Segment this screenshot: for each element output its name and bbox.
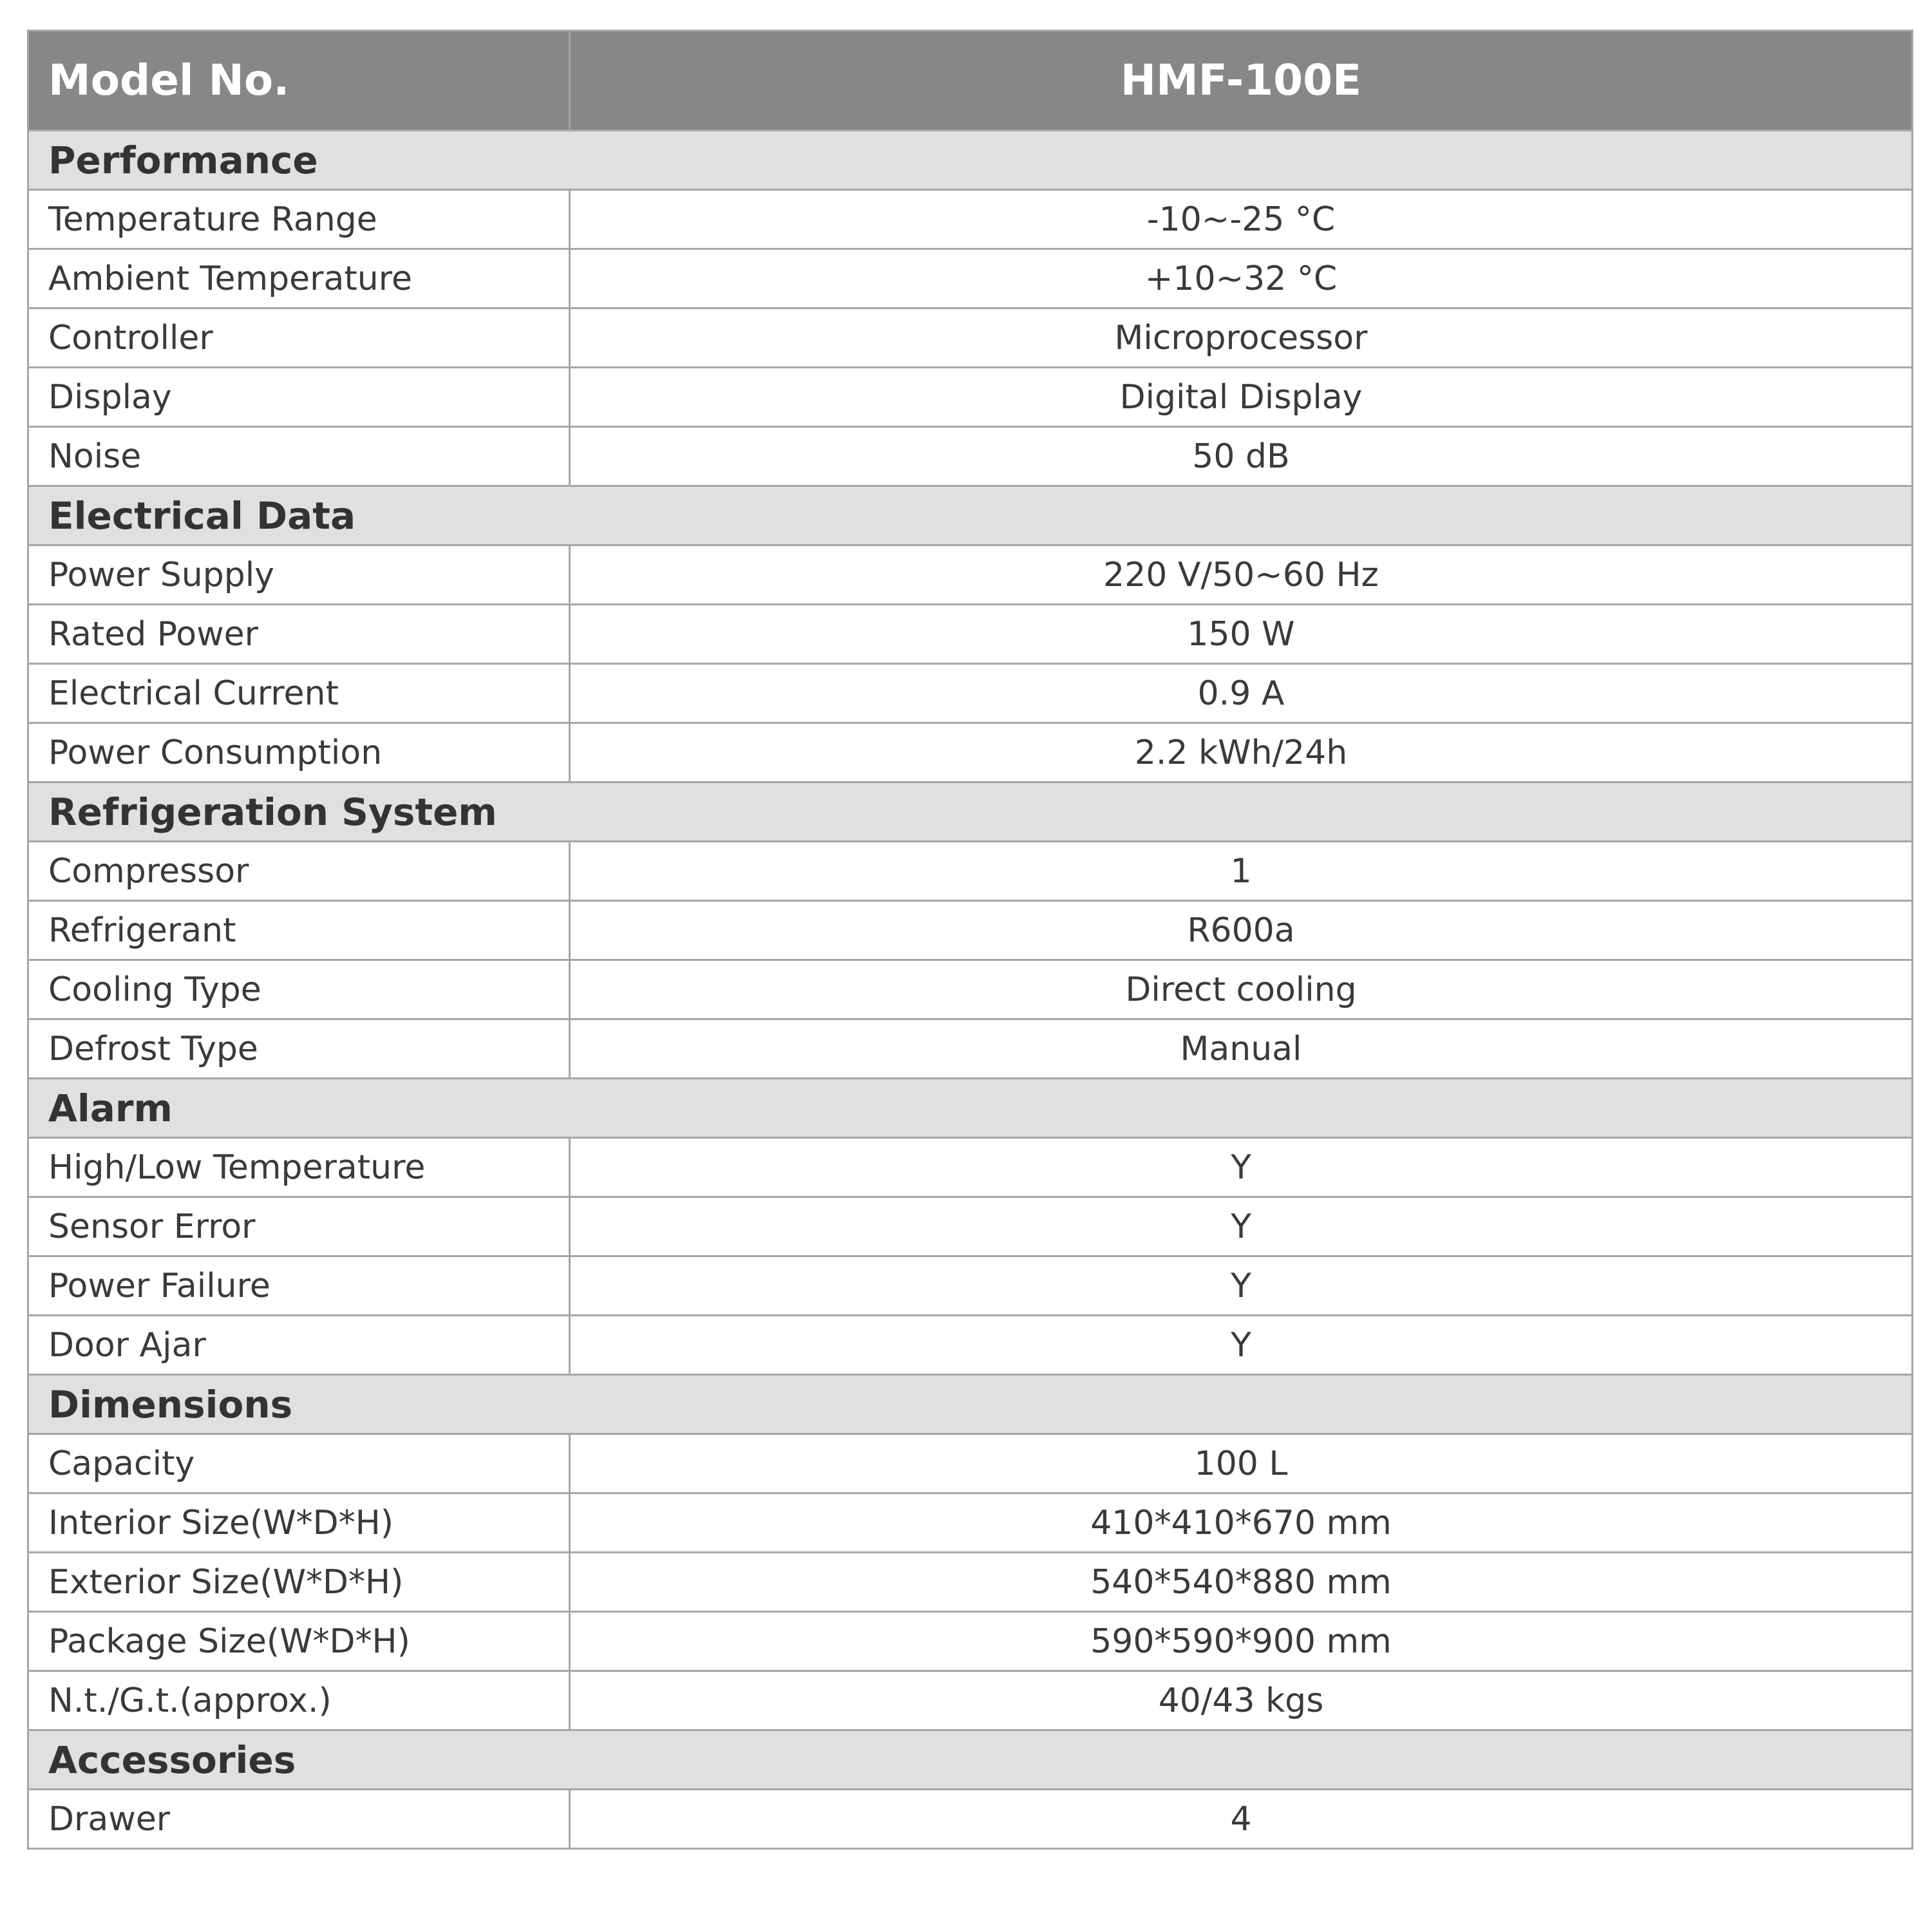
spec-label: N.t./G.t.(approx.) bbox=[28, 1671, 570, 1730]
section-header-row bbox=[28, 131, 1913, 190]
table-row bbox=[28, 1493, 1913, 1553]
spec-value: Microprocessor bbox=[570, 308, 1913, 368]
spec-label: Noise bbox=[28, 427, 570, 486]
spec-label: Sensor Error bbox=[28, 1197, 570, 1256]
section-header-row bbox=[28, 782, 1913, 842]
spec-value: Y bbox=[570, 1138, 1913, 1197]
table-row bbox=[28, 901, 1913, 960]
table-header-row bbox=[28, 31, 1913, 131]
spec-value: 40/43 kgs bbox=[570, 1671, 1913, 1730]
spec-table bbox=[27, 30, 1913, 1850]
spec-value: Y bbox=[570, 1256, 1913, 1316]
section-header-row bbox=[28, 1375, 1913, 1434]
spec-label: Cooling Type bbox=[28, 960, 570, 1019]
spec-value: 220 V/50~60 Hz bbox=[570, 545, 1913, 605]
spec-label: Temperature Range bbox=[28, 190, 570, 249]
table-row bbox=[28, 190, 1913, 249]
spec-value: R600a bbox=[570, 901, 1913, 960]
table-row bbox=[28, 368, 1913, 427]
spec-value: Y bbox=[570, 1197, 1913, 1256]
spec-label: Ambient Temperature bbox=[28, 249, 570, 308]
model-no-value: HMF-100E bbox=[570, 31, 1913, 131]
spec-value: Y bbox=[570, 1316, 1913, 1375]
section-title: Performance bbox=[28, 131, 1913, 190]
table-row bbox=[28, 960, 1913, 1019]
table-row bbox=[28, 1197, 1913, 1256]
spec-label: Drawer bbox=[28, 1790, 570, 1849]
table-row bbox=[28, 1316, 1913, 1375]
table-row bbox=[28, 723, 1913, 782]
spec-label: Capacity bbox=[28, 1434, 570, 1493]
table-row bbox=[28, 545, 1913, 605]
table-row bbox=[28, 1790, 1913, 1849]
section-title: Electrical Data bbox=[28, 486, 1913, 545]
section-header-row bbox=[28, 1079, 1913, 1138]
spec-value: Manual bbox=[570, 1019, 1913, 1079]
table-row bbox=[28, 1019, 1913, 1079]
spec-label: Power Consumption bbox=[28, 723, 570, 782]
spec-label: Compressor bbox=[28, 842, 570, 901]
spec-value: 100 L bbox=[570, 1434, 1913, 1493]
spec-label: Rated Power bbox=[28, 605, 570, 664]
spec-label: Display bbox=[28, 368, 570, 427]
spec-label: Interior Size(W*D*H) bbox=[28, 1493, 570, 1553]
section-title: Alarm bbox=[28, 1079, 1913, 1138]
spec-label: Exterior Size(W*D*H) bbox=[28, 1553, 570, 1612]
spec-table-body bbox=[28, 131, 1913, 1849]
section-title: Dimensions bbox=[28, 1375, 1913, 1434]
spec-label: Package Size(W*D*H) bbox=[28, 1612, 570, 1671]
table-row bbox=[28, 842, 1913, 901]
spec-value: 50 dB bbox=[570, 427, 1913, 486]
spec-value: 540*540*880 mm bbox=[570, 1553, 1913, 1612]
table-row bbox=[28, 1256, 1913, 1316]
spec-value: 590*590*900 mm bbox=[570, 1612, 1913, 1671]
table-row bbox=[28, 1612, 1913, 1671]
section-title: Refrigeration System bbox=[28, 782, 1913, 842]
spec-label: Door Ajar bbox=[28, 1316, 570, 1375]
spec-value: +10~32 °C bbox=[570, 249, 1913, 308]
section-title: Accessories bbox=[28, 1730, 1913, 1790]
table-row bbox=[28, 1138, 1913, 1197]
spec-value: 0.9 A bbox=[570, 664, 1913, 723]
spec-value: Direct cooling bbox=[570, 960, 1913, 1019]
spec-label: Controller bbox=[28, 308, 570, 368]
spec-value: 2.2 kWh/24h bbox=[570, 723, 1913, 782]
table-row bbox=[28, 1553, 1913, 1612]
spec-value: 1 bbox=[570, 842, 1913, 901]
table-row bbox=[28, 605, 1913, 664]
section-header-row bbox=[28, 1730, 1913, 1790]
spec-value: Digital Display bbox=[570, 368, 1913, 427]
spec-label: Power Failure bbox=[28, 1256, 570, 1316]
spec-label: Defrost Type bbox=[28, 1019, 570, 1079]
table-row bbox=[28, 249, 1913, 308]
table-row bbox=[28, 1671, 1913, 1730]
spec-value: -10~-25 °C bbox=[570, 190, 1913, 249]
spec-label: Refrigerant bbox=[28, 901, 570, 960]
spec-label: High/Low Temperature bbox=[28, 1138, 570, 1197]
spec-label: Power Supply bbox=[28, 545, 570, 605]
spec-value: 4 bbox=[570, 1790, 1913, 1849]
spec-value: 150 W bbox=[570, 605, 1913, 664]
table-row bbox=[28, 1434, 1913, 1493]
table-row bbox=[28, 308, 1913, 368]
section-header-row bbox=[28, 486, 1913, 545]
model-no-label: Model No. bbox=[28, 31, 570, 131]
table-row bbox=[28, 664, 1913, 723]
table-row bbox=[28, 427, 1913, 486]
spec-value: 410*410*670 mm bbox=[570, 1493, 1913, 1553]
spec-label: Electrical Current bbox=[28, 664, 570, 723]
